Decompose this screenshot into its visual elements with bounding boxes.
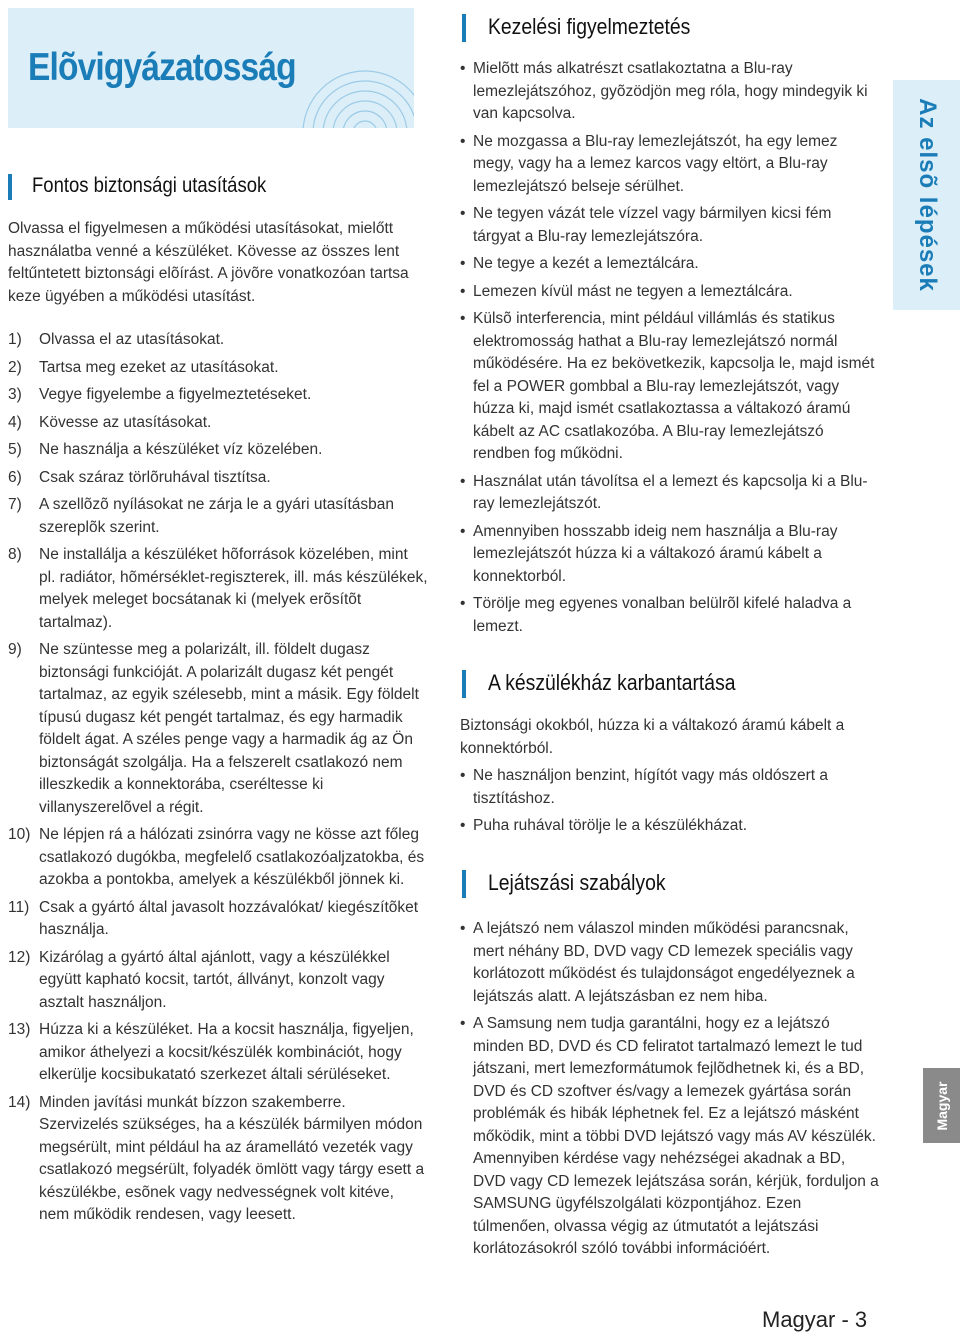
playback-list [460, 918, 880, 1261]
list-item: 4) Kövesse az utasításokat. [8, 413, 212, 431]
list-item: • A Samsung nem tudja garantálni, hogy ez a lejátszó minden BD, DVD és CD feliratot tartalmazó lemezt le tud játszani, mert lemezformátumok fejlõdhetnek ki, és a BD, DVD és CD szoftver és/vagy a lemezek gyártása során problémák és hibák léphetnek fel. Ez a lejátszó másként mőködik, mint a többi DVD lejátszó vagy más AV készülék. Amennyiben kérdése vagy nehézségei akadnak a BD, DVD vagy CD lemezek lejátszása során, kérjük, forduljon a SAMSUNG ügyfélszolgálati központjához. Ezen túlmenően, olvassa végig az útmutatót a lejátszási korlátozásokról szóló további információért. [460, 1015, 879, 1257]
list-item: • Ne mozgassa a Blu-ray lemezlejátszót, ha egy lemez megy, vagy ha a lemez karcos vagy eltört, a Blu-ray lemezlejátszó belseje sérülhet. [460, 132, 838, 195]
page-title: Elõvigyázatosság [28, 46, 296, 89]
page-number: Magyar - 3 [762, 1307, 868, 1332]
maintenance-heading: A készülékház karbantartása [488, 670, 736, 695]
list-item: • A lejátszó nem válaszol minden működési parancsnak, mert néhány BD, DVD vagy CD lemezek speciális vagy korlátozott működést és tulajdonságot engedélyeznek a lejátszás alatt. A lejátszásban ez nem hiba. [460, 920, 855, 1005]
list-item: • Mielõtt más alkatrészt csatlakoztatna a Blu-ray lemezlejátszóhoz, gyõzödjön meg róla, hogy mindegyik ki van kapcsolva. [460, 60, 868, 122]
list-item: 2) Tartsa meg ezeket az utasításokat. [8, 358, 279, 376]
list-item: • Lemezen kívül mást ne tegyen a lemeztálcára. [460, 282, 793, 300]
section-heading-playback [462, 870, 690, 898]
safety-heading: Fontos biztonsági utasítások [32, 174, 267, 197]
safety-intro: Olvassa el figyelmesen a működési utasításokat, mielőtt használatba venné a készüléket. Kövesse az összes lent feltűntetett biztonsági elõírást. A jövõre vonatkozóan tartsa keze ügyében a működési utasítást. [8, 220, 409, 305]
list-item: • Ne tegye a kezét a lemeztálcára. [460, 255, 699, 272]
warnings-list [460, 58, 880, 638]
disc-icon [300, 68, 414, 128]
maintenance-intro: Biztonsági okokból, húzza ki a váltakozó áramú kábelt a konnektórból. [460, 717, 845, 757]
list-item: 13) Húzza ki a készüléket. Ha a kocsit használja, figyeljen, amikor áthelyezi a kocsit/készülék kombinációt, hogy elkerülje kocsibukatató szerkezet általi sérüléseket. [8, 1021, 414, 1083]
safety-list [8, 329, 428, 1227]
list-item: • Amennyiben hosszabb ideig nem használja a Blu-ray lemezlejátszót húzza ki a váltakozó áramú kábelt a konnektorból. [460, 522, 838, 585]
list-item: 10) Ne lépjen rá a hálózati zsinórra vagy ne kösse azt főleg csatlakozó dugókba, megfelelő csatlakozóaljzatokba, és azokba a pontokba, amelyek a készülékből jönnek ki. [8, 826, 425, 888]
list-item: 5) Ne használja a készüléket víz közelében. [8, 441, 323, 458]
list-item: 3) Vegye figyelembe a figyelmeztetéseket. [8, 386, 312, 403]
section-heading-maintenance [462, 670, 769, 698]
list-item: 11) Csak a gyártó által javasolt hozzávalókat/ kiegészítõket használja. [8, 898, 419, 938]
list-item: • Külsõ interferencia, mint például villámlás és statikus elektromosság hathat a Blu-ray lemezlejátszó normál működésére. Ha ez bekövetkezik, kapcsolja le, majd ismét fel a POWER gombbal a Blu-ray lemezlejátszót, vagy húzza ki, majd ismét csatlakoztassa a váltakozó áramú kábelt az AC csatlakozóba. A Blu-ray lemezlejátszó rendben fog működni. [460, 310, 875, 462]
list-item: 6) Csak száraz törlõruhával tisztítsa. [8, 468, 271, 486]
warnings-heading: Kezelési figyelmeztetés [488, 14, 691, 39]
language-tab-label: Magyar [933, 1080, 950, 1131]
language-tab [923, 1068, 960, 1143]
playback-heading: Lejátszási szabályok [488, 870, 666, 895]
section-heading-warnings [462, 14, 718, 42]
list-item: 1) Olvassa el az utasításokat. [8, 331, 225, 348]
chapter-tab [893, 80, 960, 310]
list-item: • Ne tegyen vázát tele vízzel vagy bármilyen kicsi fém tárgyat a Blu-ray lemezlejátszóra. [460, 205, 832, 245]
list-item: 9) Ne szüntesse meg a polarizált, ill. földelt dugasz biztonsági funkcióját. A polarizált dugasz két pengét tartalmaz, az egyik szélesebb, mint a másik. Egy földelt típusú dugasz két pengét tartalmaz, és egy harmadik földelt ágat. A széles penge vagy a harmadik ág az Ön biztonságát szolgálja. Ha a felszerelt csatlakozó nem illeszkedik a konnektorába, cseréltesse ki villanyszerelõvel a régit. [8, 641, 419, 816]
list-item: 12) Kizárólag a gyártó által ajánlott, vagy a készülékkel együtt kapható kocsit, tartót, állványt, konzolt vagy asztalt használjon. [8, 948, 390, 1011]
list-item: 7) A szellõzõ nyílásokat ne zárja le a gyári utasításban szereplõk szerint. [8, 496, 394, 536]
header-band [8, 8, 414, 128]
list-item: • Puha ruhával törölje le a készülékházat. [460, 817, 747, 834]
chapter-tab-label: Az elsõ lépések [913, 98, 941, 292]
list-item: 8) Ne installálja a készüléket hõforrások közelében, mint pl. radiátor, hõmérséklet-regiszterek, ill. más készülékek, melyek meleget bocsátanak ki (melyek erõsítõt tartalmaz). [8, 546, 428, 631]
maintenance-block [460, 715, 880, 838]
list-item: • Törölje meg egyenes vonalban belülrõl kifelé haladva a lemezt. [460, 595, 852, 635]
list-item: • Használat után távolítsa el a lemezt és kapcsolja ki a Blu-ray lemezlejátszót. [460, 472, 868, 512]
section-heading-safety [32, 174, 298, 198]
list-item: 14) Minden javítási munkát bízzon szakemberre. Szervizelés szükséges, ha a készülék bármilyen módon megsérült, mint például ha az áramellátó vezeték vagy csatlakozó megsérült, folyadék ömlött vagy tárgy esett a készülékbe, esõnek vagy nedvességnek volt kitéve, nem működik rendesen, vagy leesett. [8, 1093, 425, 1223]
list-item: • Ne használjon benzint, hígítót vagy más oldószert a tisztításhoz. [460, 767, 828, 807]
